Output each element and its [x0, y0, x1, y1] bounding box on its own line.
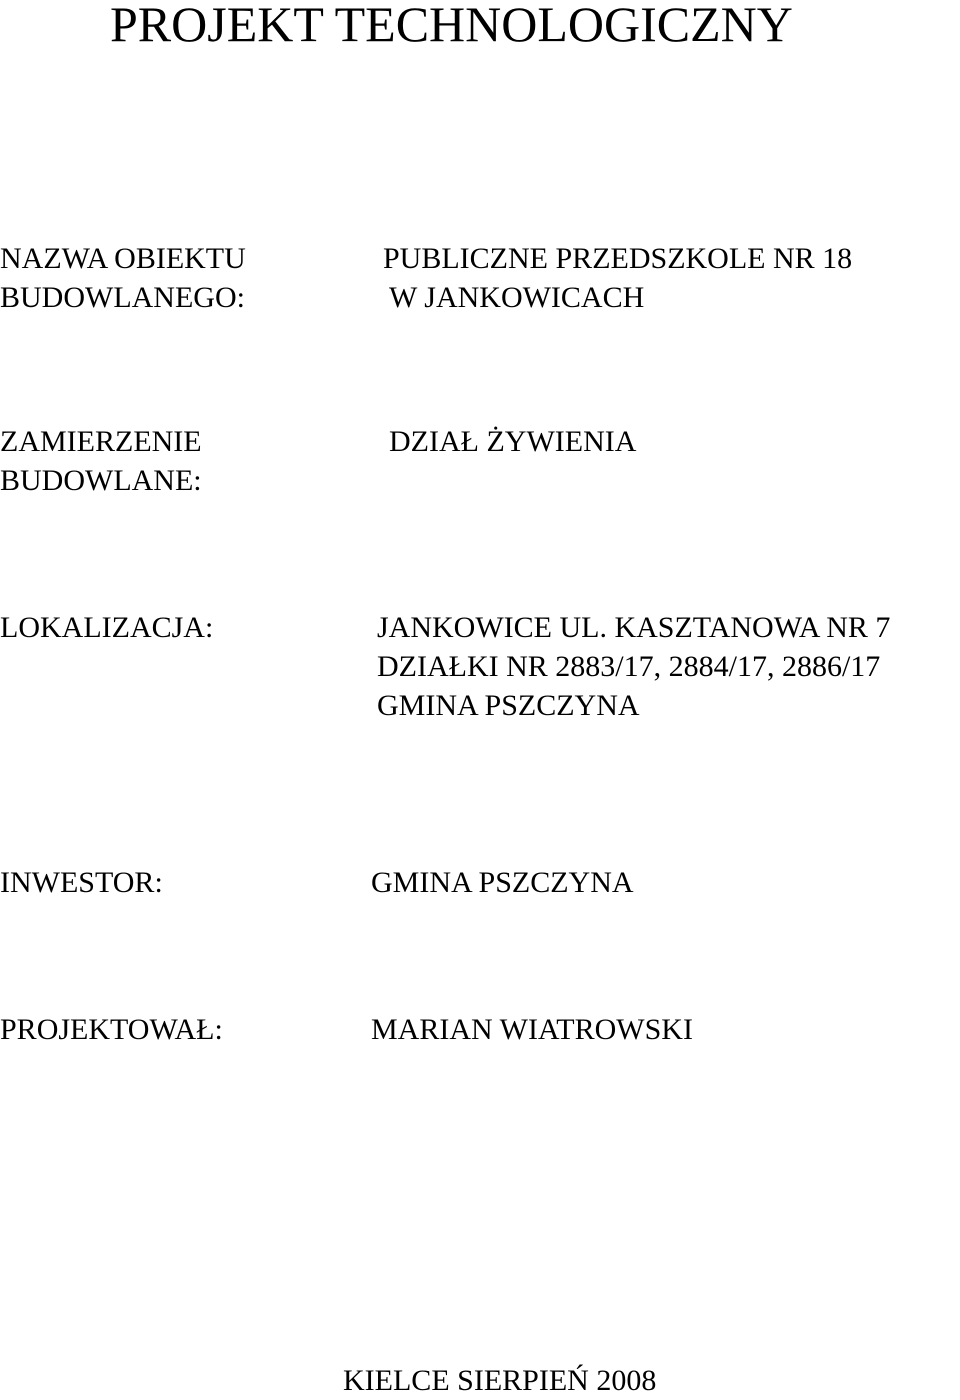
document-title: PROJEKT TECHNOLOGICZNY [110, 0, 793, 52]
investor-label [0, 863, 163, 902]
investor-value-line-1: GMINA PSZCZYNA [371, 866, 634, 899]
designer-value [371, 1010, 693, 1049]
object-name-label [0, 239, 246, 317]
location-value-line-3: GMINA PSZCZYNA [377, 689, 640, 722]
object-name-label-line-1: NAZWA OBIEKTU [0, 242, 246, 275]
location-label-line-1: LOKALIZACJA: [0, 611, 214, 644]
object-name-value-line-2: W JANKOWICACH [389, 281, 645, 314]
place-and-date: KIELCE SIERPIEŃ 2008 [343, 1364, 657, 1397]
location-label [0, 608, 213, 647]
object-name-label-line-2: BUDOWLANEGO: [0, 281, 245, 314]
location-value [377, 608, 890, 725]
investor-label-line-1: INWESTOR: [0, 866, 163, 899]
project-label [0, 422, 202, 500]
location-value-line-1: JANKOWICE UL. KASZTANOWA NR 7 [377, 611, 891, 644]
object-name-value-line-1: PUBLICZNE PRZEDSZKOLE NR 18 [383, 242, 853, 275]
project-value-line-1: DZIAŁ ŻYWIENIA [389, 425, 637, 458]
designer-value-line-1: MARIAN WIATROWSKI [371, 1013, 693, 1046]
designer-label-line-1: PROJEKTOWAŁ: [0, 1013, 223, 1046]
project-value [389, 422, 636, 461]
project-label-line-2: BUDOWLANE: [0, 464, 202, 497]
project-label-line-1: ZAMIERZENIE [0, 425, 202, 458]
investor-value [371, 863, 634, 902]
designer-label [0, 1010, 223, 1049]
location-value-line-2: DZIAŁKI NR 2883/17, 2884/17, 2886/17 [377, 650, 881, 683]
object-name-value [383, 239, 852, 317]
